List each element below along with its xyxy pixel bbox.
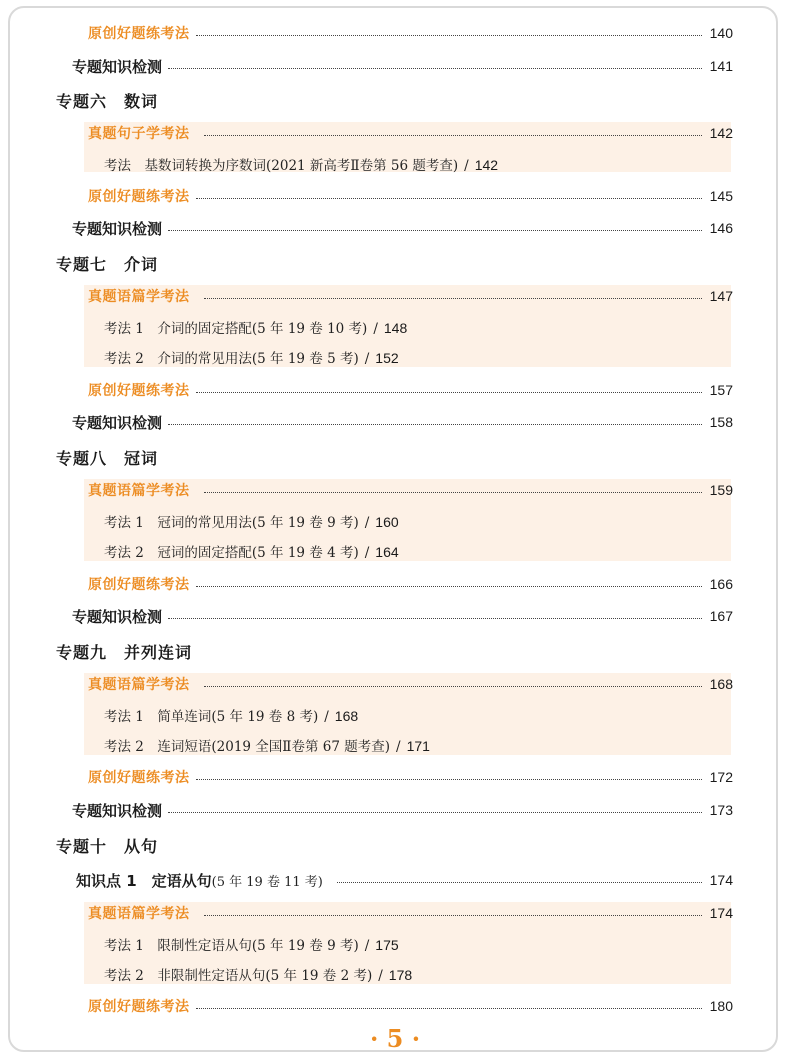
- page-number: 173: [709, 802, 733, 818]
- page-number: 159: [709, 482, 733, 498]
- dot-leader: [204, 686, 702, 687]
- page-number: 141: [709, 58, 733, 74]
- kaofa-entry[interactable]: [104, 509, 399, 533]
- entry-label: 专题知识检测: [72, 801, 163, 820]
- kaofa-text: 考法 1 冠词的常见用法(5 年 19 卷 9 考) / 160: [104, 514, 399, 531]
- dot-leader: [204, 135, 702, 136]
- toc-entry[interactable]: [76, 868, 733, 892]
- toc-entry[interactable]: [88, 994, 733, 1018]
- dot-leader: [204, 298, 702, 299]
- entry-label: 真题语篇学考法: [88, 289, 190, 305]
- kaofa-entry[interactable]: [104, 315, 407, 339]
- kaofa-text: 考法 2 介词的常见用法(5 年 19 卷 5 考) / 152: [104, 350, 399, 367]
- kaofa-text: 考法 1 介词的固定搭配(5 年 19 卷 10 考) / 148: [104, 320, 408, 337]
- kaofa-text: 考法 2 连词短语(2019 全国Ⅱ卷第 67 题考查) / 171: [104, 738, 430, 755]
- toc-entry[interactable]: [88, 572, 733, 596]
- entry-label: 真题句子学考法: [88, 126, 190, 142]
- dot-leader: [196, 1008, 702, 1009]
- chapter-title: 专题六 数词: [56, 91, 159, 111]
- dot-leader: [337, 882, 702, 883]
- chapter-title: 专题七 介词: [56, 254, 159, 274]
- page-number: 167: [709, 608, 733, 624]
- page-number: 174: [709, 872, 733, 888]
- toc-entry[interactable]: [88, 378, 733, 402]
- kaofa-entry[interactable]: [104, 932, 399, 956]
- toc-entry[interactable]: [88, 478, 733, 502]
- dot-leader: [168, 618, 702, 619]
- toc-entry[interactable]: [88, 121, 733, 145]
- toc-entry[interactable]: [88, 184, 733, 208]
- kaofa-entry[interactable]: [104, 152, 498, 176]
- dot-leader: [204, 915, 702, 916]
- chapter-title: 专题八 冠词: [56, 448, 159, 468]
- entry-label: 专题知识检测: [72, 607, 163, 626]
- entry-label: 原创好题练考法: [88, 999, 190, 1015]
- kaofa-text: 考法 2 非限制性定语从句(5 年 19 卷 2 考) / 178: [104, 967, 413, 984]
- entry-label: 原创好题练考法: [88, 770, 190, 786]
- kaofa-entry[interactable]: [104, 962, 412, 986]
- entry-label: 真题语篇学考法: [88, 906, 190, 922]
- page-number: 180: [709, 998, 733, 1014]
- page-number: 142: [709, 125, 733, 141]
- dot-leader: [168, 424, 702, 425]
- chapter-heading: [56, 445, 158, 469]
- chapter-heading: [56, 251, 158, 275]
- kaofa-text: 考法 2 冠词的固定搭配(5 年 19 卷 4 考) / 164: [104, 544, 399, 561]
- chapter-title: 专题十 从句: [56, 836, 159, 856]
- entry-label: 原创好题练考法: [88, 189, 190, 205]
- kaofa-entry[interactable]: [104, 539, 399, 563]
- page-number: 140: [709, 25, 733, 41]
- page-number-footer: · 5 ·: [369, 1024, 421, 1053]
- entry-label: 真题语篇学考法: [88, 677, 190, 693]
- page-number: 145: [709, 188, 733, 204]
- page-number: 168: [709, 676, 733, 692]
- chapter-title: 专题九 并列连词: [56, 642, 193, 662]
- entry-label: 知识点 1 定语从句: [76, 871, 212, 890]
- page-number: 174: [709, 905, 733, 921]
- entry-label: 专题知识检测: [72, 57, 163, 76]
- toc-entry[interactable]: [72, 216, 733, 240]
- page-number: 147: [709, 288, 733, 304]
- dot-leader: [168, 812, 702, 813]
- page-number: 146: [709, 220, 733, 236]
- dot-leader: [196, 392, 702, 393]
- toc-entry[interactable]: [72, 54, 733, 78]
- page-number: 157: [709, 382, 733, 398]
- dot-leader: [196, 779, 702, 780]
- chapter-heading: [56, 88, 158, 112]
- entry-label: 原创好题练考法: [88, 383, 190, 399]
- toc-entry[interactable]: [72, 798, 733, 822]
- entry-label: 真题语篇学考法: [88, 483, 190, 499]
- page-number: 166: [709, 576, 733, 592]
- dot-leader: [168, 230, 702, 231]
- chapter-heading: [56, 833, 158, 857]
- dot-leader: [204, 492, 702, 493]
- entry-label: 原创好题练考法: [88, 26, 190, 42]
- entry-label: 原创好题练考法: [88, 577, 190, 593]
- entry-note: (5 年 19 卷 11 考): [211, 874, 323, 890]
- toc-entry[interactable]: [72, 410, 733, 434]
- dot-leader: [196, 35, 702, 36]
- kaofa-text: 考法 1 简单连词(5 年 19 卷 8 考) / 168: [104, 708, 359, 725]
- toc-entry[interactable]: [88, 284, 733, 308]
- toc-entry[interactable]: [88, 765, 733, 789]
- dot-leader: [168, 68, 702, 69]
- kaofa-text: 考法 基数词转换为序数词(2021 新高考Ⅱ卷第 56 题考查) / 142: [104, 157, 499, 174]
- kaofa-entry[interactable]: [104, 703, 358, 727]
- toc-entry[interactable]: [88, 21, 733, 45]
- page-number: 158: [709, 414, 733, 430]
- toc-entry[interactable]: [72, 604, 733, 628]
- toc-entry[interactable]: [88, 672, 733, 696]
- page-number: 172: [709, 769, 733, 785]
- chapter-heading: [56, 639, 192, 663]
- kaofa-entry[interactable]: [104, 733, 430, 757]
- kaofa-entry[interactable]: [104, 345, 399, 369]
- dot-leader: [196, 198, 702, 199]
- kaofa-text: 考法 1 限制性定语从句(5 年 19 卷 9 考) / 175: [104, 937, 399, 954]
- dot-leader: [196, 586, 702, 587]
- toc-entry[interactable]: [88, 901, 733, 925]
- entry-label: 专题知识检测: [72, 413, 163, 432]
- entry-label: 专题知识检测: [72, 219, 163, 238]
